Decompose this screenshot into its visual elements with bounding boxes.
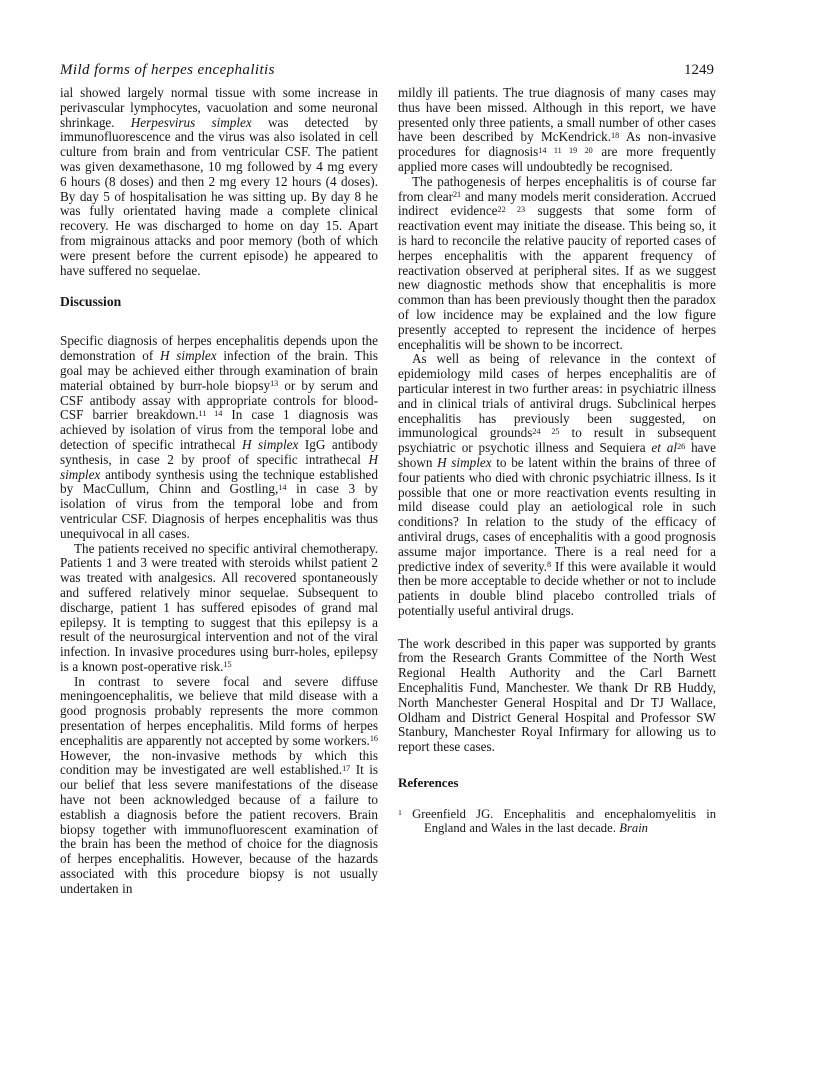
page-number: 1249 xyxy=(684,62,714,78)
reference-item: $^1$ Greenfield JG. Encephalitis and encephalomyelitis in England and Wales in the last decade. Brain xyxy=(398,807,716,836)
references-heading: References xyxy=(398,775,459,791)
body-paragraph: As well as being of relevance in the context of epidemiology mild cases of herpes encephalitis are of particular interest in two further areas: in psychiatric illness and in clinical trials of antiviral drugs. Subclinical herpes encephalitis has previously been suggested, on immunological grounds$^{24 25}$ to result in subsequent psychiatric or psychotic illness and Sequiera et $al^{26}$ have shown H simplex to be latent within the brains of three of four patients who died with chronic psychiatric illness. Is it possible that one or more reactivation events resulting in mild disease could play an aetiological role in such conditions? In relation to the study of the efficacy of antiviral drugs, cases of encephalitis with a good prognosis assume major importance. There is a real need for a predictive index of severity.$^8$ If this were available it would then be more acceptable to decide whether or not to include patients in double blind placebo controlled trials of potentially useful antiviral drugs. xyxy=(398,351,717,618)
acknowledgement-paragraph: The work described in this paper was supported by grants from the Research Grants Committee of the North West Regional Health Authority and the Carl Barnett Encephalitis Fund, Manchester. We thank Dr RB Huddy, North Manchester General Hospital and Dr TJ Wallace, Oldham and District General Hospital and Professor SW Stanbury, Manchester Royal Infirmary for allowing us to report these cases. xyxy=(398,635,716,755)
two-column-layout xyxy=(60,86,716,897)
page-header xyxy=(60,62,714,79)
right-column xyxy=(398,86,716,897)
body-paragraph: Specific diagnosis of herpes encephalitis depends upon the demonstration of H simplex infection of the brain. This goal may be achieved either through examination of brain material obtained by burr-hole biopsy$^{13}$ or by serum and CSF antibody assay with appropriate controls for blood-CSF barrier breakdown.$^{11 14}$ In case 1 diagnosis was achieved by isolation of virus from the temporal lobe and detection of specific intrathecal H simplex IgG antibody synthesis, in case 2 by proof of specific intrathecal H simplex antibody synthesis using the technique established by MacCullum, Chinn and Gostling,$^{14}$ in case 3 by isolation of virus from the temporal lobe and from ventricular CSF. Diagnosis of herpes encephalitis was thus unequivocal in all cases. xyxy=(60,333,379,541)
body-paragraph-continuation: mildly ill patients. The true diagnosis of many cases may thus have been missed. Although in this report, we have presented only three patients, a small number of other cases have been described by McKendrick.$^{18}$ As non-invasive procedures for diagnosis$^{14 11 19 20}$ are more frequently applied more cases will undoubtedly be recognised. xyxy=(398,85,716,174)
discussion-heading: Discussion xyxy=(60,294,122,310)
body-paragraph: The patients received no specific antiviral chemotherapy. Patients 1 and 3 were treated with steroids whilst patient 2 was treated with analgesics. All recovered spontaneously and suffered relatively minor sequelae. Subsequent to discharge, patient 1 has suffered episodes of grand mal epilepsy. It is tempting to suggest that this epilepsy is a result of the neurosurgical intervention and not of the viral infection. In invasive procedures using burr-holes, epilepsy is a known post-operative risk.$^{15}$ xyxy=(60,540,378,674)
left-column xyxy=(60,86,378,897)
body-paragraph: In contrast to severe focal and severe diffuse meningoencephalitis, we believe that mild disease with a good prognosis probably represents the more common presentation of herpes encephalitis. Mild forms of herpes encephalitis are apparently not accepted by some workers.$^{16}$ However, the non-invasive methods by which this condition may be investigated are well established.$^{17}$ It is our belief that less severe manifestations of the disease have not been acknowledged because of a failure to establish a diagnosis before the patient recovers. Brain biopsy together with immunofluorescent examination of the brain has been the method of choice for the diagnosis of herpes encephalitis. However, because of the hazards associated with this procedure biopsy is not usually undertaken in xyxy=(60,673,378,896)
body-paragraph-continuation: ial showed largely normal tissue with some increase in perivascular lymphocytes, vacuolation and some neuronal shrinkage. Herpesvirus simplex was detected by immunofluorescence and the virus was also isolated in cell culture from brain and from ventricular CSF. The patient was given dexamethasone, 10 mg followed by 4 mg every 6 hours (8 doses) and then 2 mg every 12 hours (4 doses). By day 5 of hospitalisation he was sitting up. By day 8 he was fully orientated having made a complete clinical recovery. He was discharged to home on day 15. Apart from migrainous attacks and poor memory (both of which were present before the current episode) he appeared to have suffered no sequelae. xyxy=(60,85,379,278)
running-title: Mild forms of herpes encephalitis xyxy=(60,62,275,78)
body-paragraph: The pathogenesis of herpes encephalitis is of course far from clear$^{21}$ and many models merit consideration. Accrued indirect evidence$^{22 23}$ suggests that some form of reactivation event may initiate the disease. This being so, it is hard to reconcile the relative paucity of reported cases of herpes encephalitis with the apparent frequency of reactivation observed at peripheral sites. If as we suggest new diagnostic methods show that encephalitis is more common than has been previously thought then the paradox of low incidence may be explained and the low figure presently accepted to represent the incidence of herpes encephalitis will be shown to be incorrect. xyxy=(398,173,716,352)
